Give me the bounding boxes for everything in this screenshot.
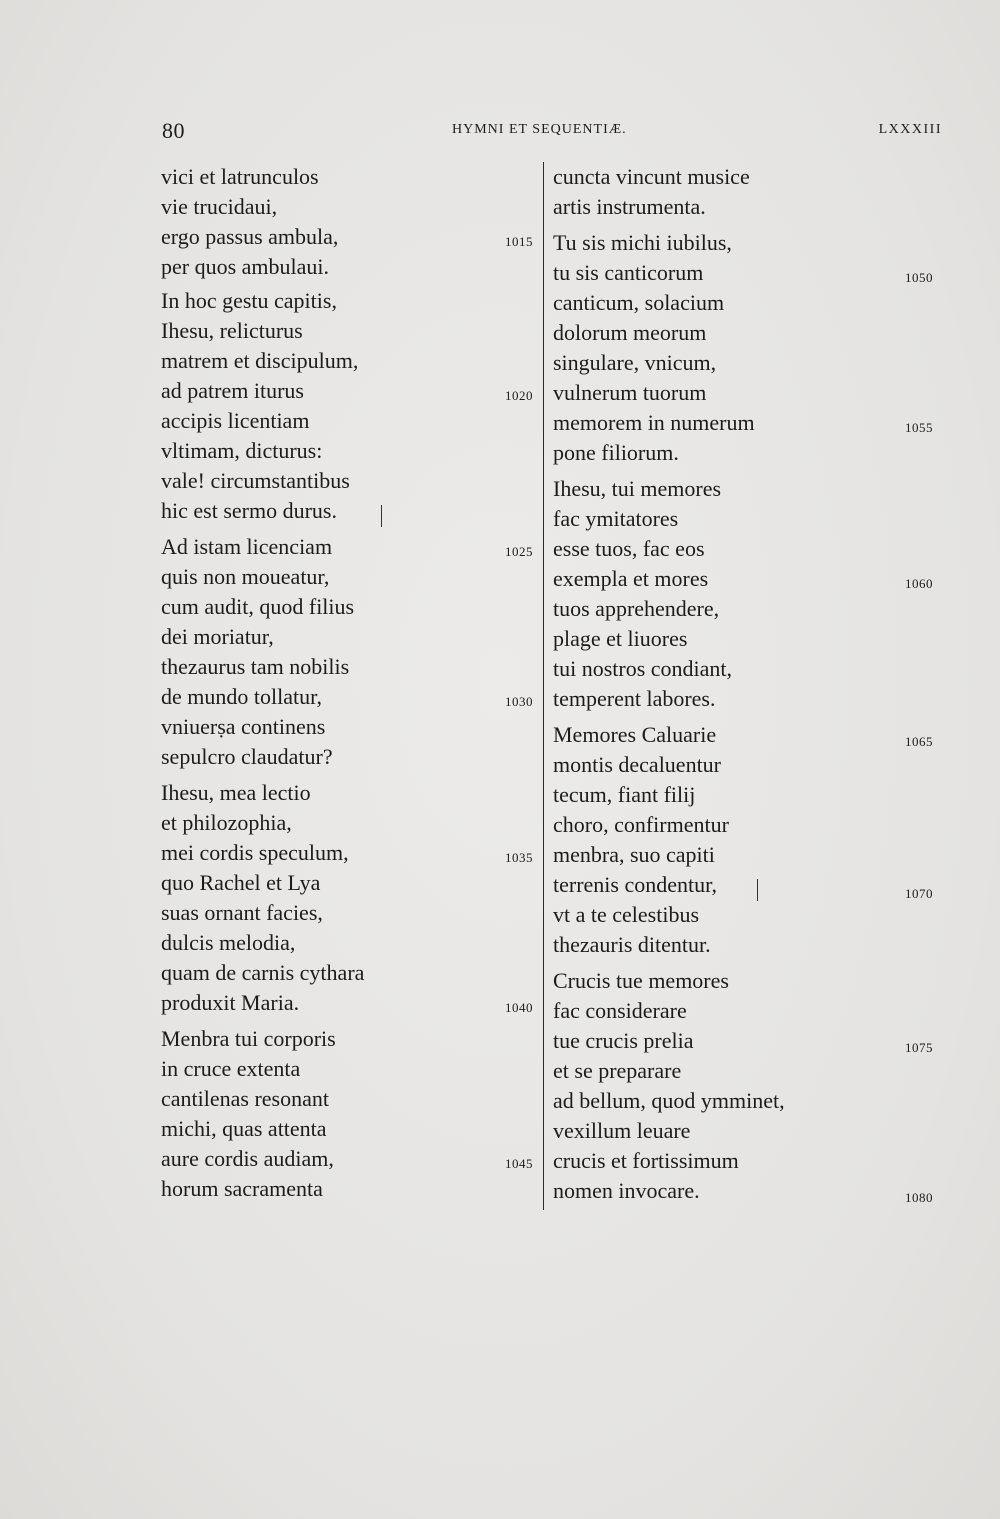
line-number: 1025 [505, 544, 533, 559]
verse-line: esse tuos, fac eos [553, 536, 705, 561]
verse-line: produxit Maria. [161, 990, 300, 1015]
verse-line: Tu sis michi iubilus, [553, 230, 732, 255]
verse-line: vale! circumstantibus [161, 468, 350, 493]
verse-line: vie trucidaui, [161, 194, 278, 219]
verse-line: quis non moueatur, [161, 564, 330, 589]
line-number: 1050 [905, 270, 933, 285]
verse-line: memorem in numerum [553, 410, 755, 435]
verse-line: menbra, suo capiti [553, 842, 715, 867]
verse-line: horum sacramenta [161, 1176, 323, 1201]
verse-line: canticum, solacium [553, 290, 725, 315]
verse-line: et se preparare [553, 1058, 682, 1083]
verse-line: cum audit, quod filius [161, 594, 355, 619]
running-title: HYMNI ET SEQUENTIÆ. [452, 122, 627, 137]
page-number: 80 [162, 118, 185, 143]
verse-line: In hoc gestu capitis, [161, 288, 337, 313]
line-number: 1045 [505, 1156, 533, 1171]
line-number: 1080 [905, 1190, 933, 1205]
verse-line: vniuerṣa continens [161, 714, 326, 739]
verse-line: dulcis melodia, [161, 930, 296, 955]
verse-line: per quos ambulaui. [161, 254, 330, 279]
verse-line: ad bellum, quod ymminet, [553, 1088, 785, 1113]
line-number: 1075 [905, 1040, 933, 1055]
verse-line: in cruce extenta [161, 1056, 301, 1081]
verse-line: pone filiorum. [553, 440, 679, 465]
verse-line: choro, confirmentur [553, 812, 729, 837]
verse-line: ad patrem iturus [161, 378, 304, 403]
verse-line: cuncta vincunt musice [553, 164, 750, 189]
running-head [162, 118, 942, 144]
line-number: 1055 [905, 420, 933, 435]
verse-line: aure cordis audiam, [161, 1146, 334, 1171]
verse-line: crucis et fortissimum [553, 1148, 739, 1173]
verse-line: thezauris ditentur. [553, 932, 711, 957]
verse-line: Menbra tui corporis [161, 1026, 336, 1051]
verse-line: cantilenas resonant [161, 1086, 329, 1111]
insertion-mark-right [757, 879, 758, 901]
verse-line: tui nostros condiant, [553, 656, 733, 681]
verse-line: ergo passus ambula, [161, 224, 339, 249]
verse-line: tecum, fiant filij [553, 782, 696, 807]
verse-line: artis instrumenta. [553, 194, 706, 219]
verse-line: Crucis tue memores [553, 968, 729, 993]
verse-line: fac considerare [553, 998, 687, 1023]
line-number: 1035 [505, 850, 533, 865]
verse-line: montis decaluentur [553, 752, 722, 777]
verse-line: mei cordis speculum, [161, 840, 349, 865]
verse-line: vt a te celestibus [553, 902, 700, 927]
verse-line: vltimam, dicturus: [161, 438, 323, 463]
verse-line: et philozophia, [161, 810, 292, 835]
verse-line: accipis licentiam [161, 408, 310, 433]
verse-line: plage et liuores [553, 626, 688, 651]
verse-line: exempla et mores [553, 566, 709, 591]
section-number: LXXXIII [878, 122, 942, 137]
verse-line: Memores Caluarie [553, 722, 717, 747]
line-number: 1040 [505, 1000, 533, 1015]
verse-line: tue crucis prelia [553, 1028, 694, 1053]
verse-line: sepulcro claudatur? [161, 744, 333, 769]
verse-line: thezaurus tam nobilis [161, 654, 350, 679]
verse-line: hic est sermo durus. [161, 498, 337, 523]
verse-line: nomen invocare. [553, 1178, 700, 1203]
verse-line: vexillum leuare [553, 1118, 691, 1143]
verse-line: tu sis canticorum [553, 260, 704, 285]
verse-line: vulnerum tuorum [553, 380, 707, 405]
verse-line: quam de carnis cythara [161, 960, 365, 985]
verse-line: suas ornant facies, [161, 900, 323, 925]
verse-line: Ihesu, tui memores [553, 476, 722, 501]
insertion-mark-left [381, 505, 382, 527]
verse-line: vici et latrunculos [161, 164, 319, 189]
verse-line: quo Rachel et Lya [161, 870, 321, 895]
line-number: 1020 [505, 388, 533, 403]
line-number: 1015 [505, 234, 533, 249]
verse-line: matrem et discipulum, [161, 348, 359, 373]
verse-line: de mundo tollatur, [161, 684, 323, 709]
verse-line: Ihesu, mea lectio [161, 780, 311, 805]
verse-line: temperent labores. [553, 686, 716, 711]
column-divider [543, 162, 544, 1210]
verse-line: Ihesu, relicturus [161, 318, 303, 343]
line-number: 1030 [505, 694, 533, 709]
verse-line: dolorum meorum [553, 320, 707, 345]
line-number: 1065 [905, 734, 933, 749]
verse-line: michi, quas attenta [161, 1116, 327, 1141]
verse-line: fac ymitatores [553, 506, 679, 531]
line-number: 1060 [905, 576, 933, 591]
verse-line: dei moriatur, [161, 624, 274, 649]
verse-line: tuos apprehendere, [553, 596, 720, 621]
verse-line: terrenis condentur, [553, 872, 718, 897]
line-number: 1070 [905, 886, 933, 901]
verse-line: Ad istam licenciam [161, 534, 333, 559]
verse-line: singulare, vnicum, [553, 350, 717, 375]
